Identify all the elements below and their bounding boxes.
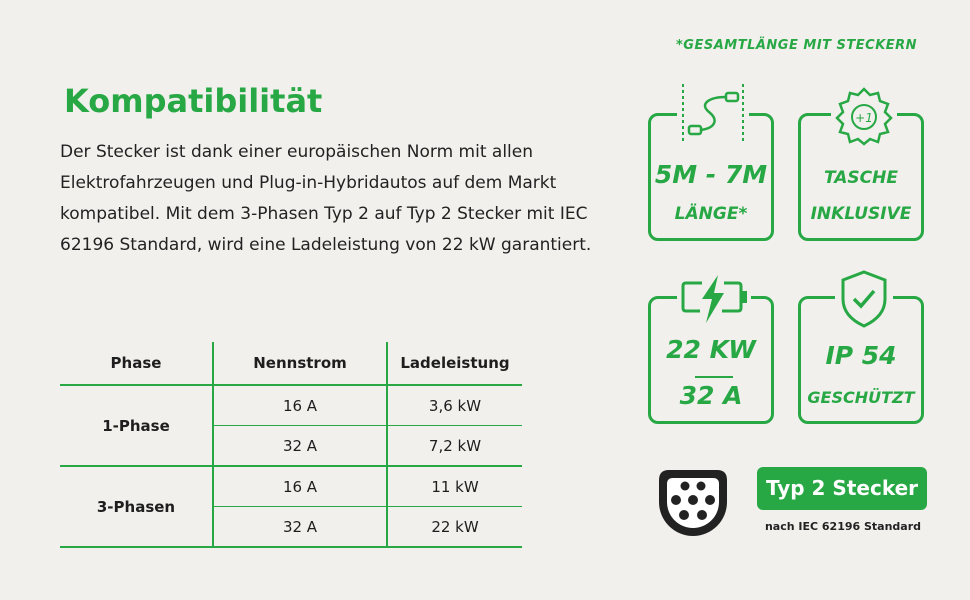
table-cell: 3,6 kW: [387, 385, 522, 426]
spec-table: [60, 342, 522, 548]
bag-line1: TASCHE: [824, 168, 898, 188]
length-label: LÄNGE*: [674, 204, 748, 224]
length-footnote: *GESAMTLÄNGE MIT STECKERN: [676, 38, 918, 53]
table-row: [60, 385, 522, 426]
table-header: Ladeleistung: [387, 342, 522, 385]
table-header: Nennstrom: [213, 342, 387, 385]
bag-line2: INKLUSIVE: [810, 204, 912, 224]
shield-check-icon: [839, 269, 889, 329]
table-cell-phase: 3-Phasen: [60, 466, 213, 547]
table-cell: 7,2 kW: [387, 426, 522, 467]
table-cell: 11 kW: [387, 466, 522, 507]
table-header: Phase: [60, 342, 213, 385]
length-value: 5M - 7M: [654, 160, 768, 189]
power-card: [648, 296, 774, 424]
table-cell-phase: 1-Phase: [60, 385, 213, 466]
bag-card: [798, 113, 924, 241]
power-kw: 22 KW: [666, 335, 756, 364]
table-row: [60, 466, 522, 507]
battery-charging-icon: [680, 275, 748, 325]
table-cell: 32 A: [213, 507, 387, 548]
table-cell: 16 A: [213, 466, 387, 507]
table-cell: 32 A: [213, 426, 387, 467]
power-divider: [695, 376, 733, 378]
plug-type-badge: Typ 2 Stecker: [757, 467, 927, 510]
description: Der Stecker ist dank einer europäischen Norm mit allen Elektrofahrzeugen und Plug-in-Hybridautos auf dem Markt kompatibel. Mit dem 3-Phasen Typ 2 auf Typ 2 Stecker mit IEC 62196 Standard, wird eine Ladeleistung von 22 kW garantiert.: [60, 142, 592, 255]
type2-plug-icon: [651, 462, 735, 546]
table-cell: 16 A: [213, 385, 387, 426]
plus-one-badge-icon: [834, 86, 894, 146]
table-header-row: [60, 342, 522, 385]
power-amp: 32 A: [679, 381, 743, 410]
protection-value: IP 54: [825, 341, 897, 370]
page-title: Kompatibilität: [64, 82, 323, 120]
protection-card: [798, 296, 924, 424]
table-cell: 22 kW: [387, 507, 522, 548]
protection-label: GESCHÜTZT: [807, 388, 915, 407]
cable-icon: [679, 84, 749, 142]
plug-standard: nach IEC 62196 Standard: [764, 520, 922, 533]
length-card: [648, 113, 774, 241]
badge-text: +1: [855, 111, 873, 125]
